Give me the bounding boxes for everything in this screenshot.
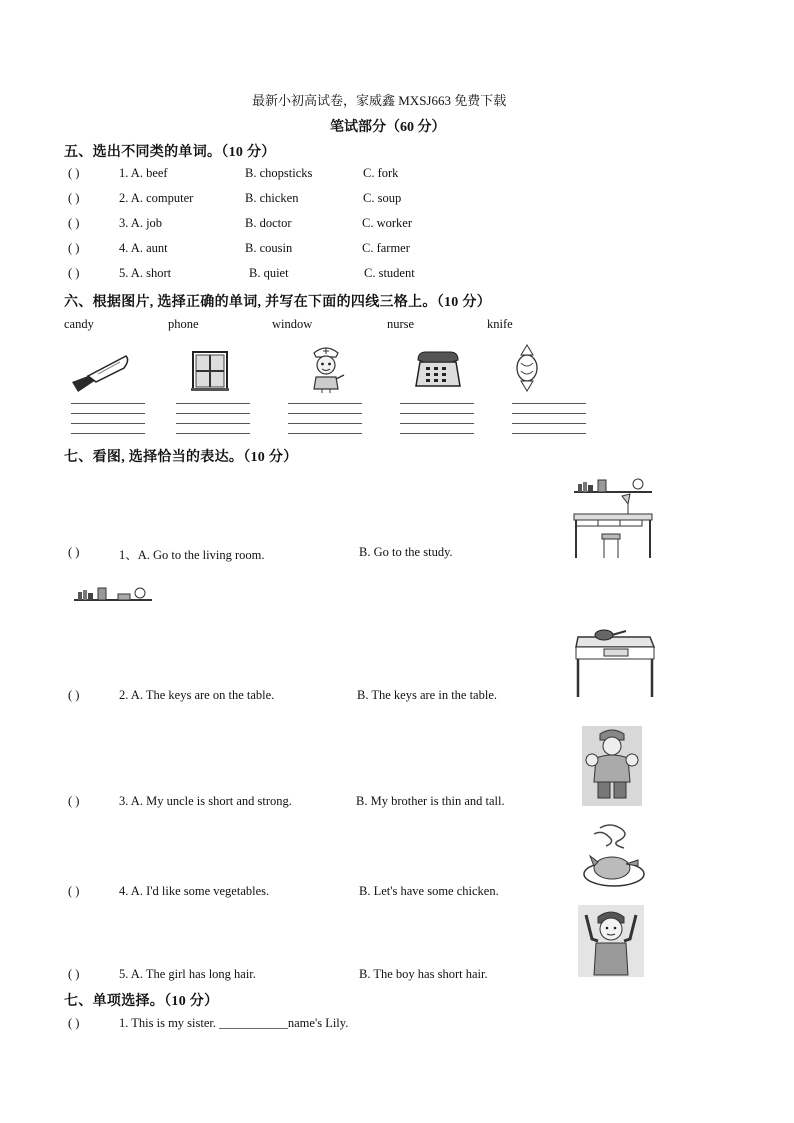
knife-picture	[68, 352, 134, 394]
four-line-grid[interactable]	[71, 403, 145, 433]
section-8-heading: 七、单项选择。（10 分）	[64, 994, 219, 1009]
table-keys-picture	[574, 621, 656, 699]
answer-blank[interactable]: ( )	[68, 266, 80, 280]
nurse-picture	[304, 343, 348, 393]
option-a: 2. A. The keys are on the table.	[119, 688, 275, 702]
living-room-shelf-picture	[72, 582, 154, 604]
word-bank-item: candy	[64, 317, 94, 331]
section-5-heading: 五、选出不同类的单词。（10 分）	[64, 145, 276, 160]
option-c: C. worker	[362, 216, 412, 230]
option-b: B. Let's have some chicken.	[359, 884, 499, 898]
option-b: B. Go to the study.	[359, 545, 453, 559]
option-c: C. soup	[363, 191, 402, 205]
option-c: C. farmer	[362, 241, 410, 255]
answer-blank[interactable]: ( )	[68, 1016, 80, 1030]
section-6-heading: 六、根据图片, 选择正确的单词, 并写在下面的四线三格上。（10 分）	[64, 295, 491, 310]
phone-picture	[412, 348, 464, 390]
answer-blank[interactable]: ( )	[68, 166, 80, 180]
roast-chicken-picture	[580, 822, 650, 892]
candy-picture	[512, 343, 542, 393]
strong-man-picture	[582, 726, 642, 806]
option-b: B. quiet	[249, 266, 289, 280]
option-b: B. cousin	[245, 241, 293, 255]
option-a: 5. A. short	[119, 266, 172, 280]
question-text: 1. This is my sister. ___________name's Lily.	[119, 1016, 349, 1030]
option-a: 5. A. The girl has long hair.	[119, 967, 256, 981]
option-b: B. chopsticks	[245, 166, 313, 180]
answer-blank[interactable]: ( )	[68, 688, 80, 702]
option-a: 2. A. computer	[119, 191, 194, 205]
answer-blank[interactable]: ( )	[68, 241, 80, 255]
window-picture	[190, 350, 230, 392]
word-bank-item: knife	[487, 317, 513, 331]
short-hair-boy-picture	[578, 905, 644, 977]
answer-blank[interactable]: ( )	[68, 545, 80, 559]
option-c: C. fork	[363, 166, 399, 180]
option-a: 4. A. aunt	[119, 241, 168, 255]
four-line-grid[interactable]	[512, 403, 586, 433]
word-bank-item: phone	[168, 317, 199, 331]
word-bank-item: nurse	[387, 317, 415, 331]
option-b: B. chicken	[245, 191, 299, 205]
word-bank-item: window	[272, 317, 313, 331]
four-line-grid[interactable]	[400, 403, 474, 433]
option-a: 3. A. My uncle is short and strong.	[119, 794, 292, 808]
option-a: 1. A. beef	[119, 166, 168, 180]
page-title: 笔试部分（60 分）	[330, 120, 446, 135]
section-7-heading: 七、看图, 选择恰当的表达。（10 分）	[64, 450, 298, 465]
option-b: B. doctor	[245, 216, 292, 230]
option-a: 1、A. Go to the living room.	[119, 548, 265, 562]
option-b: B. The keys are in the table.	[357, 688, 498, 702]
option-c: C. student	[364, 266, 415, 280]
option-a: 3. A. job	[119, 216, 163, 230]
answer-blank[interactable]: ( )	[68, 967, 80, 981]
option-a: 4. A. I'd like some vegetables.	[119, 884, 270, 898]
option-b: B. My brother is thin and tall.	[356, 794, 505, 808]
answer-blank[interactable]: ( )	[68, 794, 80, 808]
option-b: B. The boy has short hair.	[359, 967, 488, 981]
four-line-grid[interactable]	[288, 403, 362, 433]
answer-blank[interactable]: ( )	[68, 191, 80, 205]
four-line-grid[interactable]	[176, 403, 250, 433]
answer-blank[interactable]: ( )	[68, 884, 80, 898]
header-source-line: 最新小初高试卷，家威鑫 MXSJ663 免费下载	[252, 93, 507, 108]
answer-blank[interactable]: ( )	[68, 216, 80, 230]
study-desk-picture	[572, 474, 654, 560]
